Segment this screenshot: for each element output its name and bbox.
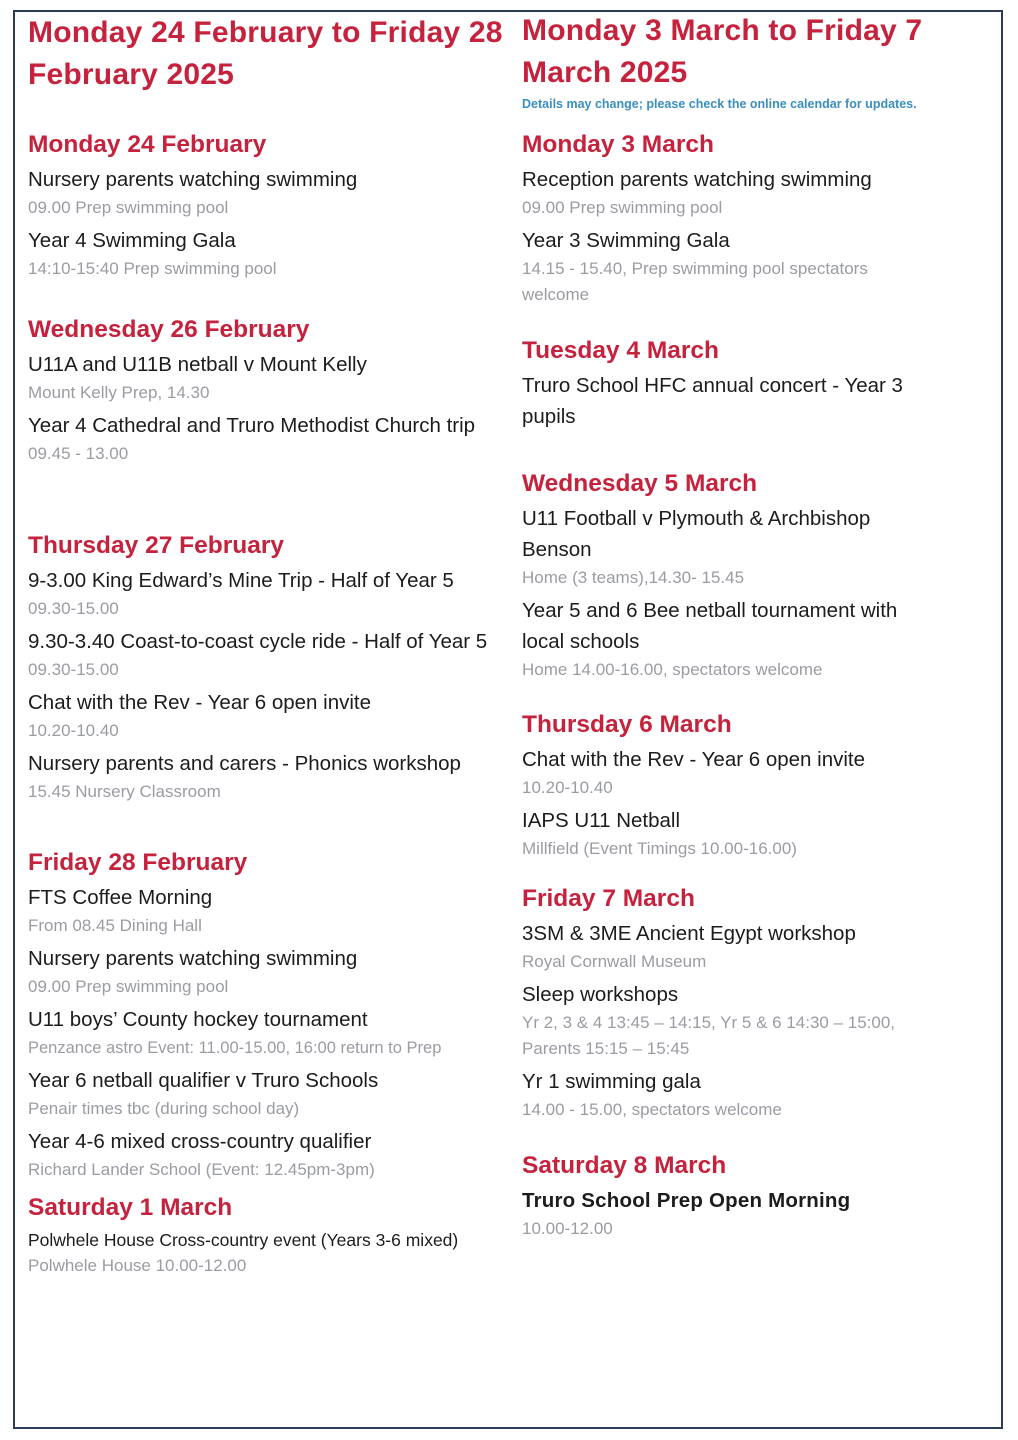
day-section-friday-28-february xyxy=(28,848,506,1187)
event-detail: 10.20-10.40 xyxy=(28,721,119,740)
day-section-monday-3-march xyxy=(522,130,992,312)
event-title: Nursery parents watching swimming xyxy=(28,947,358,970)
day-section-wednesday-5-march xyxy=(522,469,992,687)
event-title: U11A and U11B netball v Mount Kelly xyxy=(28,353,367,376)
event-item xyxy=(28,943,506,1000)
event-detail: 09.30-15.00 xyxy=(28,599,119,618)
event-item xyxy=(522,805,992,862)
event-item xyxy=(28,565,506,622)
event-title: Year 4 Cathedral and Truro Methodist Church trip xyxy=(28,414,476,437)
week-title: Monday 24 February to Friday 28 February 2025 xyxy=(28,16,503,91)
event-title: Yr 1 swimming gala xyxy=(522,1070,701,1093)
day-heading: Friday 7 March xyxy=(522,885,695,912)
event-item xyxy=(28,349,506,406)
event-item xyxy=(28,687,506,744)
event-item xyxy=(28,164,506,221)
day-heading: Wednesday 5 March xyxy=(522,470,758,497)
event-title: Year 4-6 mixed cross-country qualifier xyxy=(28,1130,372,1153)
day-section-wednesday-26-february xyxy=(28,315,506,471)
day-section-saturday-1-march xyxy=(28,1193,506,1283)
event-detail: 15.45 Nursery Classroom xyxy=(28,782,221,801)
day-heading: Thursday 27 February xyxy=(28,532,284,559)
event-title: IAPS U11 Netball xyxy=(522,809,681,832)
event-item xyxy=(28,225,506,282)
event-item xyxy=(522,1066,992,1123)
event-title: Reception parents watching swimming xyxy=(522,168,872,191)
day-heading: Saturday 8 March xyxy=(522,1152,727,1179)
event-title: Year 6 netball qualifier v Truro Schools xyxy=(28,1069,379,1092)
event-title: FTS Coffee Morning xyxy=(28,886,213,909)
event-detail: Home (3 teams),14.30- 15.45 xyxy=(522,568,745,587)
day-section-friday-7-march xyxy=(522,884,992,1127)
event-detail: 09.00 Prep swimming pool xyxy=(28,198,229,217)
event-item xyxy=(522,503,992,591)
event-detail: Penair times tbc (during school day) xyxy=(28,1099,300,1118)
update-notice: Details may change; please check the online calendar for updates. xyxy=(522,97,917,111)
day-heading: Thursday 6 March xyxy=(522,711,732,738)
event-title: 9.30-3.40 Coast-to-coast cycle ride - Half of Year 5 xyxy=(28,630,488,653)
event-detail: 09.30-15.00 xyxy=(28,660,119,679)
event-title: U11 Football v Plymouth & Archbishop Benson xyxy=(522,507,871,561)
event-item xyxy=(522,225,992,308)
event-title: 9-3.00 King Edward’s Mine Trip - Half of Year 5 xyxy=(28,569,454,592)
event-detail: Royal Cornwall Museum xyxy=(522,952,707,971)
day-heading: Monday 3 March xyxy=(522,131,714,158)
day-heading: Saturday 1 March xyxy=(28,1194,233,1221)
event-item xyxy=(28,1004,506,1061)
day-section-saturday-8-march xyxy=(522,1151,992,1246)
event-detail: 09.45 - 13.00 xyxy=(28,444,129,463)
event-item xyxy=(28,1227,506,1279)
event-title: Year 4 Swimming Gala xyxy=(28,229,236,252)
event-item xyxy=(522,744,992,801)
event-item xyxy=(28,748,506,805)
event-detail: 14:10-15:40 Prep swimming pool xyxy=(28,259,277,278)
day-section-monday-24-february xyxy=(28,130,506,286)
event-item xyxy=(522,595,992,683)
event-title: Truro School Prep Open Morning xyxy=(522,1189,851,1212)
day-heading: Friday 28 February xyxy=(28,849,248,876)
event-item xyxy=(28,882,506,939)
event-detail: Yr 2, 3 & 4 13:45 – 14:15, Yr 5 & 6 14:30 – 15:00, Parents 15:15 – 15:45 xyxy=(522,1013,896,1058)
event-title: Truro School HFC annual concert - Year 3 pupils xyxy=(522,374,903,428)
event-title: Year 5 and 6 Bee netball tournament with local schools xyxy=(522,599,898,653)
event-title: U11 boys’ County hockey tournament xyxy=(28,1008,368,1031)
event-title: Nursery parents and carers - Phonics workshop xyxy=(28,752,461,775)
event-item xyxy=(522,979,992,1062)
event-item xyxy=(522,1185,992,1242)
day-section-thursday-27-february xyxy=(28,531,506,809)
event-detail: 14.15 - 15.40, Prep swimming pool spectators welcome xyxy=(522,259,868,304)
event-item xyxy=(522,164,992,221)
event-title: Nursery parents watching swimming xyxy=(28,168,358,191)
event-item xyxy=(28,1065,506,1122)
event-detail: 09.00 Prep swimming pool xyxy=(28,977,229,996)
event-detail: Millfield (Event Timings 10.00-16.00) xyxy=(522,839,797,858)
event-title: Polwhele House Cross-country event (Years 3-6 mixed) xyxy=(28,1230,459,1250)
week-title: Monday 3 March to Friday 7 March 2025 xyxy=(522,14,923,89)
event-detail: 10.20-10.40 xyxy=(522,778,613,797)
event-item xyxy=(522,918,992,975)
event-detail: Richard Lander School (Event: 12.45pm-3pm) xyxy=(28,1160,375,1179)
event-item xyxy=(522,370,992,432)
day-heading: Wednesday 26 February xyxy=(28,316,310,343)
event-title: Year 3 Swimming Gala xyxy=(522,229,730,252)
event-title: 3SM & 3ME Ancient Egypt workshop xyxy=(522,922,856,945)
event-detail: 14.00 - 15.00, spectators welcome xyxy=(522,1100,782,1119)
event-detail: 10.00-12.00 xyxy=(522,1219,613,1238)
event-item xyxy=(28,626,506,683)
event-detail: 09.00 Prep swimming pool xyxy=(522,198,723,217)
event-title: Chat with the Rev - Year 6 open invite xyxy=(522,748,866,771)
day-section-thursday-6-march xyxy=(522,710,992,866)
event-title: Sleep workshops xyxy=(522,983,679,1006)
event-detail: Polwhele House 10.00-12.00 xyxy=(28,1256,247,1275)
event-detail: Penzance astro Event: 11.00-15.00, 16:00 return to Prep xyxy=(28,1039,442,1057)
event-item xyxy=(28,1126,506,1183)
event-title: Chat with the Rev - Year 6 open invite xyxy=(28,691,372,714)
day-heading: Monday 24 February xyxy=(28,131,267,158)
event-detail: Home 14.00-16.00, spectators welcome xyxy=(522,660,823,679)
event-item xyxy=(28,410,506,467)
event-detail: From 08.45 Dining Hall xyxy=(28,916,202,935)
day-section-tuesday-4-march xyxy=(522,336,992,432)
day-heading: Tuesday 4 March xyxy=(522,337,719,364)
event-detail: Mount Kelly Prep, 14.30 xyxy=(28,383,210,402)
